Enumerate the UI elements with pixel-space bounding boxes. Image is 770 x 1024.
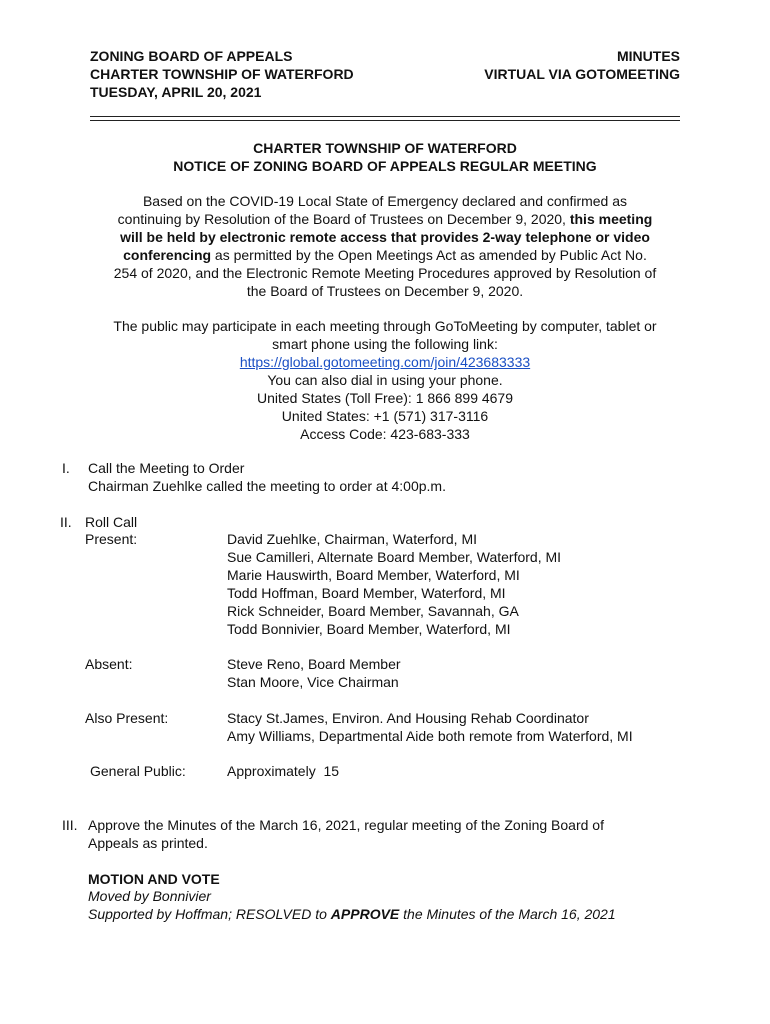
header-divider-bottom (90, 120, 680, 121)
item-ii-title: Roll Call (85, 514, 138, 530)
general-public-value: Approximately 15 (227, 763, 340, 779)
present-list (227, 530, 561, 638)
gotomeeting-link[interactable]: https://global.gotomeeting.com/join/423683333 (239, 354, 531, 370)
item-i-number: I. (62, 460, 70, 476)
header-virtual: VIRTUAL VIA GOTOMEETING (484, 66, 680, 82)
present-member: Sue Camilleri, Alternate Board Member, Waterford, MI (227, 549, 562, 565)
p2-line: smart phone using the following link: (272, 336, 498, 352)
item-i-text: Chairman Zuehlke called the meeting to order at 4:00p.m. (88, 478, 446, 494)
p1-line: Based on the COVID-19 Local State of Emergency declared and confirmed as (142, 193, 628, 209)
also-present-label: Also Present: (85, 710, 169, 726)
present-member: Rick Schneider, Board Member, Savannah, GA (227, 603, 519, 619)
header-right (400, 47, 680, 83)
absent-label: Absent: (85, 656, 133, 672)
present-member: Todd Bonnivier, Board Member, Waterford, MI (227, 621, 511, 637)
p2-line: You can also dial in using your phone. (267, 372, 503, 388)
p1-line: continuing by Resolution of the Board of Trustees on December 9, 2020, this meeting (117, 211, 653, 227)
p1-line: will be held by electronic remote access that provides 2-way telephone or video (120, 229, 650, 245)
motion-title: MOTION AND VOTE (88, 871, 220, 887)
absent-member: Steve Reno, Board Member (227, 656, 401, 672)
absent-list (227, 655, 401, 691)
toll-free-number: United States (Toll Free): 1 866 899 4679 (256, 390, 514, 406)
present-label: Present: (85, 531, 138, 547)
p1-line: 254 of 2020, and the Electronic Remote Meeting Procedures approved by Resolution of (113, 265, 657, 281)
present-member: David Zuehlke, Chairman, Waterford, MI (227, 531, 478, 547)
item-iii-text-2: Appeals as printed. (88, 835, 208, 851)
notice-title-2: NOTICE OF ZONING BOARD OF APPEALS REGULAR MEETING (173, 158, 597, 174)
header-date: TUESDAY, APRIL 20, 2021 (90, 84, 262, 100)
p1-line: the Board of Trustees on December 9, 2020. (246, 283, 524, 299)
header-minutes: MINUTES (617, 48, 680, 64)
p1-line: conferencing as permitted by the Open Meetings Act as amended by Public Act No. (123, 247, 647, 263)
also-present-member: Amy Williams, Departmental Aide both remote from Waterford, MI (227, 728, 633, 744)
item-iii-number: III. (62, 817, 78, 833)
absent-member: Stan Moore, Vice Chairman (227, 674, 399, 690)
notice-title-1: CHARTER TOWNSHIP OF WATERFORD (253, 140, 517, 156)
p2-line: The public may participate in each meeting through GoToMeeting by computer, tablet or (113, 318, 657, 334)
notice-paragraph-2 (90, 317, 680, 443)
also-present-list (227, 709, 633, 745)
header-board: ZONING BOARD OF APPEALS (90, 48, 293, 64)
phone-number: United States: +1 (571) 317-3116 (281, 408, 489, 424)
item-ii-number: II. (60, 514, 72, 530)
item-i-title: Call the Meeting to Order (88, 460, 245, 476)
also-present-member: Stacy St.James, Environ. And Housing Rehab Coordinator (227, 710, 589, 726)
header-township: CHARTER TOWNSHIP OF WATERFORD (90, 66, 354, 82)
notice-paragraph-1 (90, 192, 680, 300)
item-iii-text-1: Approve the Minutes of the March 16, 2021, regular meeting of the Zoning Board of (88, 817, 604, 833)
header-divider-top (90, 116, 680, 117)
motion-moved: Moved by Bonnivier (88, 888, 211, 904)
motion-supported: Supported by Hoffman; RESOLVED to APPROVE the Minutes of the March 16, 2021 (88, 906, 616, 922)
general-public-label: General Public: (90, 763, 186, 779)
present-member: Todd Hoffman, Board Member, Waterford, MI (227, 585, 506, 601)
access-code: Access Code: 423-683-333 (300, 426, 470, 442)
header-left (90, 47, 354, 101)
present-member: Marie Hauswirth, Board Member, Waterford, MI (227, 567, 520, 583)
